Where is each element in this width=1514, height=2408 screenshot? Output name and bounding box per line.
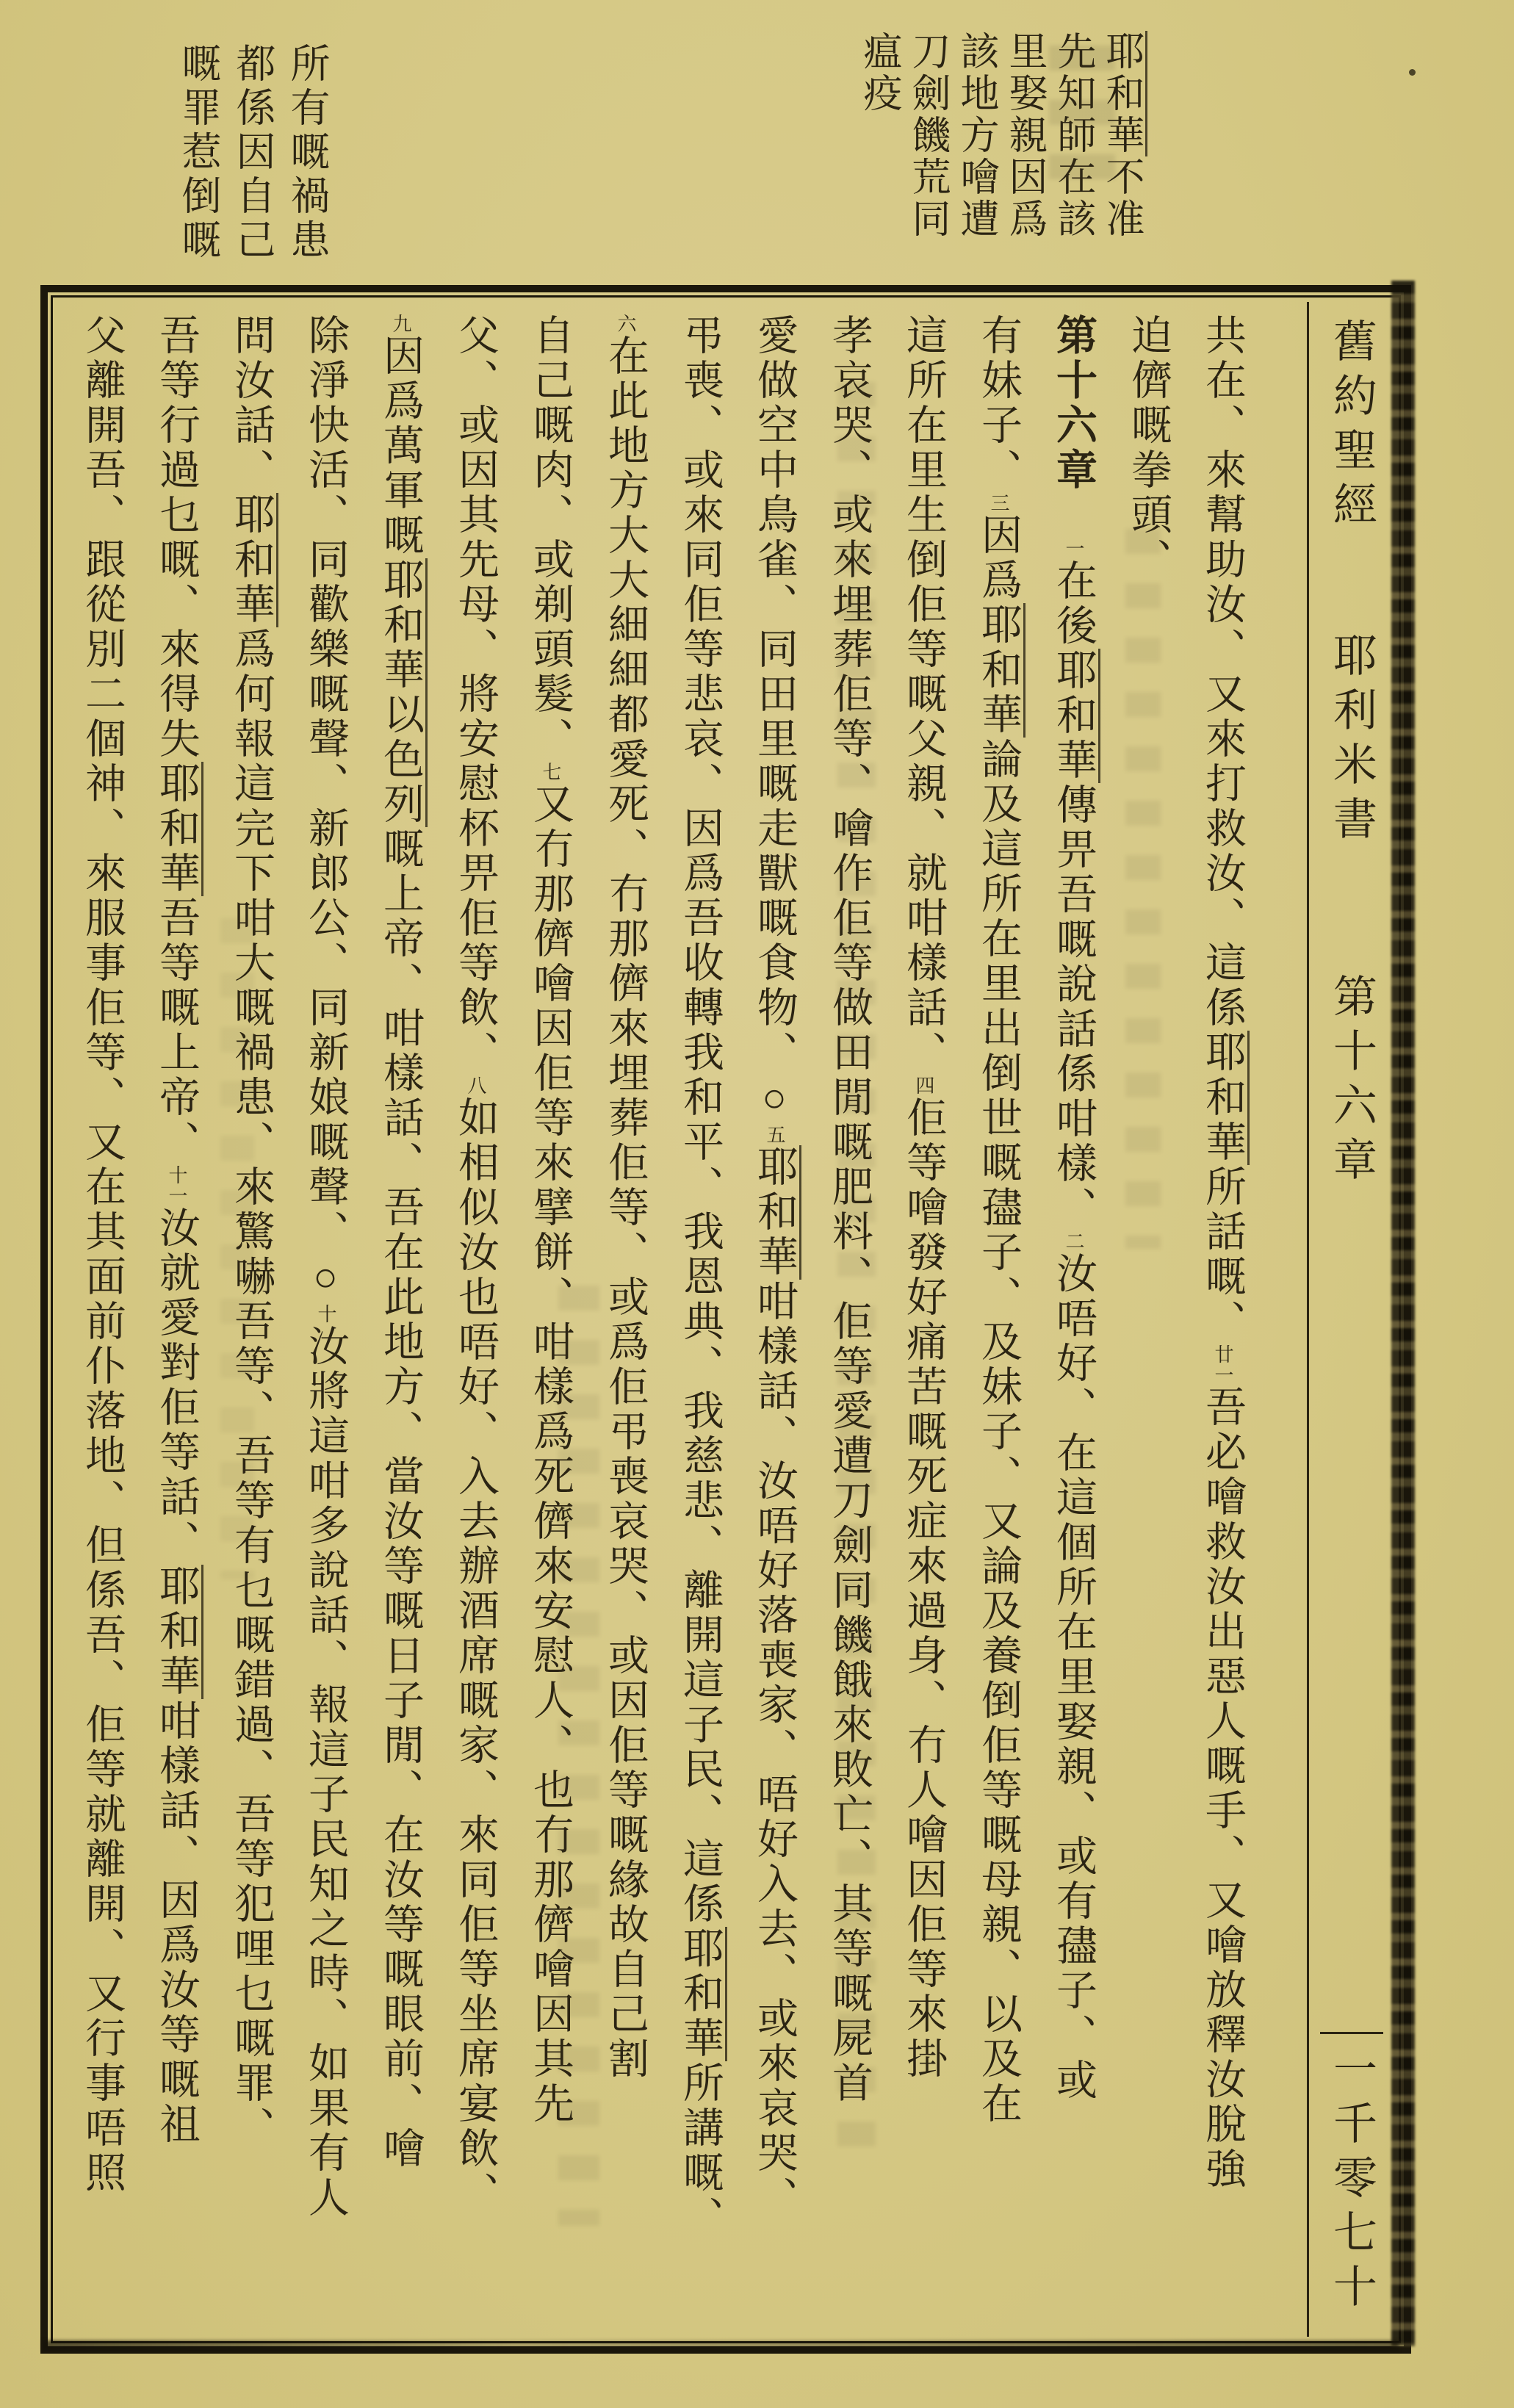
body-text: 先知師在該 [1052, 31, 1095, 240]
body-text: 這所在里生倒佢等嘅父親、就咁樣話、 [901, 314, 946, 1075]
body-text: 所話嘅、 [1200, 1165, 1245, 1344]
proper-name: 耶和華 [154, 762, 203, 896]
text-column-16 [65, 314, 139, 2325]
verse-number: 廿一 [1212, 1344, 1233, 1385]
body-text: 吾等嘅上帝、 [154, 896, 199, 1165]
body-text: 汝就愛對佢等話、 [154, 1206, 199, 1565]
proper-name: 耶和華 [154, 1565, 203, 1699]
text-column-2 [1111, 314, 1185, 2325]
summary-right-column-1 [1097, 31, 1146, 260]
body-text: 自己嘅肉、或剃頭髮、 [527, 314, 573, 762]
body-text: 弔喪、或來同佢等悲哀、因爲吾收轉我和平、我恩典、我慈悲、離開這子民、這係 [677, 314, 723, 1927]
verse-number: 四 [913, 1075, 934, 1096]
body-text: 傳畀吾嘅說話係咁樣、 [1050, 783, 1096, 1231]
text-column-3 [1036, 314, 1111, 2325]
page-frame [40, 285, 1411, 2354]
body-text: 刀劍饑荒同 [906, 31, 949, 240]
body-text: 孝哀哭、或來埋葬佢等、噲作佢等做田閒嘅肥料、佢等愛遭刀劍同饑餓來敗亡、其等嘅屍首 [826, 314, 872, 2106]
proper-name: 耶和華 [1200, 1031, 1250, 1165]
text-column-7 [737, 314, 812, 2325]
summary-right-column-2 [1049, 31, 1097, 260]
body-text: 嘅罪惹倒嘅 [176, 43, 220, 263]
body-text: 在後 [1050, 559, 1096, 649]
body-text: 愛做空中鳥雀、同田里嘅走獸嘅食物、 [751, 314, 797, 1075]
text-column-12 [363, 314, 438, 2325]
body-text: 共在、來幫助汝、又來打救汝、這係 [1200, 314, 1245, 1031]
verse-number: 一 [1063, 538, 1084, 559]
text-column-11 [438, 314, 513, 2325]
body-text: 在此地方大大細細都愛死、冇那儕來埋葬佢等、或爲佢弔喪哀哭、或因佢等嘅緣故自己割 [602, 334, 648, 2082]
summary-left-column-2 [226, 43, 280, 285]
verse-number: 八 [465, 1075, 486, 1096]
body-text: 有妹子、 [976, 314, 1021, 493]
text-column-5 [886, 314, 961, 2325]
summary-right-column-6 [855, 31, 904, 260]
canon-title: 舊約聖經 [1327, 318, 1376, 536]
body-text: 汝唔好、在這個所在里娶親、或有孻子、或 [1050, 1252, 1096, 2103]
verse-number: 二 [1063, 1231, 1084, 1252]
summary-right-column-4 [952, 31, 1001, 260]
scripture-columns [65, 314, 1260, 2325]
text-column-9 [588, 314, 663, 2325]
body-text: 汝將這咁多說話、報這子民知之時、如果有人 [303, 1324, 348, 2221]
body-text: 父、或因其先母、將安慰杯畀佢等飲、 [453, 314, 498, 1075]
verse-number: 六 [615, 314, 636, 334]
body-text: 都係因自己 [231, 43, 275, 263]
section-circle: ○ [751, 1075, 797, 1125]
text-column-14 [214, 314, 288, 2325]
running-title-column [1307, 302, 1394, 2337]
body-text: 嘅上帝、咁樣話、吾在此地方、當汝等嘅日子閒、在汝等嘅眼前、噲 [378, 827, 423, 2171]
proper-name: 以色列 [378, 693, 428, 827]
ink-speck [1409, 69, 1416, 76]
proper-name: 耶和華 [378, 558, 428, 693]
body-text: 吾必噲救汝出惡人嘅手、又噲放釋汝脫強 [1200, 1385, 1245, 2192]
marginal-summary-left [171, 43, 334, 285]
summary-right-column-5 [904, 31, 952, 260]
text-column-13 [288, 314, 363, 2325]
chapter-heading: 第十六章 [1050, 314, 1096, 493]
body-text: 所講嘅、 [677, 2061, 723, 2241]
book-title: 耶利米書 [1327, 632, 1376, 850]
proper-name: 耶和華 [751, 1145, 801, 1280]
body-text: 所有嘅禍患 [285, 43, 329, 263]
body-text: 論及這所在里出倒世嘅孻子、及妹子、又論及養倒佢等嘅母親、以及在 [976, 738, 1021, 2127]
verse-number: 五 [764, 1125, 785, 1145]
page-number: 一千零七十 [1320, 2032, 1383, 2318]
proper-name: 耶和華 [976, 603, 1025, 738]
body-text: 如相似汝也唔好、入去辦酒席嘅家、來同佢等坐席宴飲、 [453, 1096, 498, 2216]
text-column-8 [663, 314, 737, 2325]
summary-left-column-3 [171, 43, 226, 285]
body-text: 因爲萬軍嘅 [378, 334, 423, 558]
text-column-15 [139, 314, 214, 2325]
page-frame-inner-rule [51, 295, 1401, 2343]
body-text: 咁樣話、因爲汝等嘅祖 [154, 1699, 199, 2147]
verse-number: 九 [390, 314, 411, 334]
body-text: 瘟疫 [858, 31, 901, 115]
verse-number: 七 [540, 762, 561, 782]
marginal-summary-right [852, 31, 1146, 260]
body-text: 吾等行過乜嘅、來得失 [154, 314, 199, 762]
text-column-6 [812, 314, 886, 2325]
body-text: 佢等噲發好痛苦嘅死症來過身、冇人噲因佢等來掛 [901, 1096, 946, 2082]
body-text: 又冇那儕噲因佢等來擘餅、咁樣爲死儕來安慰人、也冇那儕噲因其先 [527, 782, 573, 2127]
summary-right-column-3 [1001, 31, 1049, 260]
proper-name: 耶和華 [228, 493, 278, 627]
chapter-label: 第十六章 [1327, 973, 1376, 1191]
text-column-10 [513, 314, 588, 2325]
body-text: 里娶親因爲 [1003, 31, 1046, 240]
text-column-4 [961, 314, 1036, 2325]
body-text: 咁樣話、汝唔好落喪家、唔好入去、或來哀哭、 [751, 1280, 797, 2221]
body-text: 除淨快活、同歡樂嘅聲、新郎公、同新娘嘅聲、 [303, 314, 348, 1255]
body-text: 問汝話、 [228, 314, 274, 493]
proper-name: 耶和華 [1050, 649, 1100, 783]
summary-left-column-1 [280, 43, 334, 285]
proper-name: 耶和華 [677, 1927, 727, 2061]
body-text: 父離開吾、跟從別二個神、來服事佢等、又在其面前仆落地、但係吾、佢等就離開、又行事唔照 [79, 314, 125, 2196]
proper-name: 耶和華 [1100, 31, 1147, 156]
verse-number: 三 [988, 493, 1009, 513]
verse-number: 十一 [166, 1165, 187, 1206]
body-text: 爲何報這完下咁大嘅禍患、來驚嚇吾等、吾等有乜嘅錯過、吾等犯哩乜嘅罪、 [228, 627, 274, 2151]
section-circle: ○ [303, 1255, 348, 1304]
body-text: 不准 [1100, 156, 1143, 240]
verse-number: 十 [315, 1304, 336, 1324]
scripture-text-area [57, 302, 1299, 2337]
body-text: 該地方噲遭 [955, 31, 998, 240]
body-text: 因爲 [976, 513, 1021, 603]
text-column-1 [1185, 314, 1260, 2325]
body-text: 迫儕嘅拳頭、 [1125, 314, 1171, 583]
